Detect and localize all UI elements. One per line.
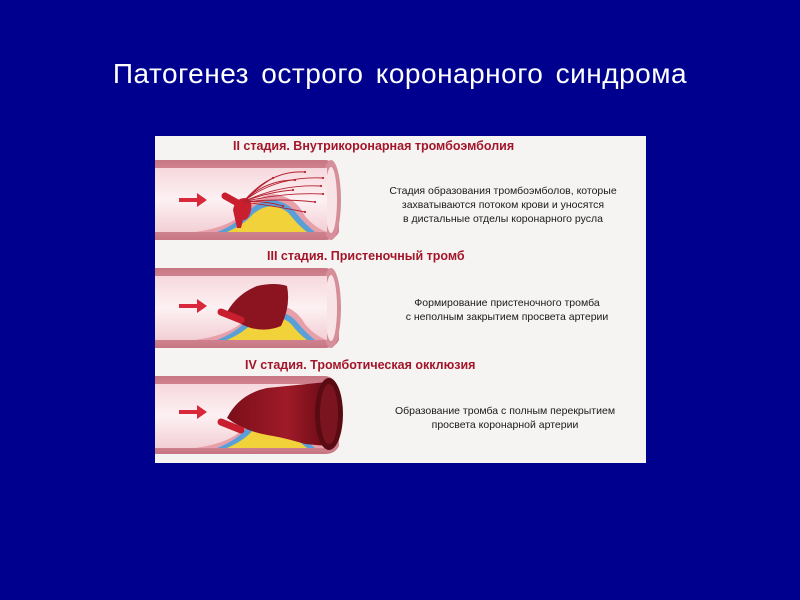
stage-3-description-line: Формирование пристеночного тромба (414, 297, 600, 309)
stage-4-artery (155, 376, 343, 454)
pathogenesis-figure (155, 136, 646, 463)
stage-2-description (363, 184, 643, 226)
slide-title: Патогенез острого коронарного синдрома (112, 58, 688, 89)
stage-3-description-line: с неполным закрытием просвета артерии (405, 311, 609, 323)
stage-2-description-line: Стадия образования тромбоэмболов, которые (389, 185, 617, 197)
stage-3-description (377, 296, 637, 324)
stage-4-description (370, 404, 640, 432)
stage-3-heading: III стадия. Пристеночный тромб (267, 249, 465, 263)
stage-2-artery (155, 160, 341, 240)
stage-2-heading: II стадия. Внутрикоронарная тромбоэмболия (233, 139, 515, 153)
stage-2-description-line: в дистальные отделы коронарного русла (402, 213, 604, 225)
stage-2-description-line: захватываются потоком крови и уносятся (401, 199, 605, 211)
stage-4-description-line: Образование тромба с полным перекрытием (394, 405, 616, 417)
stage-4-heading: IV стадия. Тромботическая окклюзия (245, 358, 476, 372)
stage-4-description-line: просвета коронарной артерии (431, 419, 579, 431)
stage-3-artery (155, 268, 341, 348)
